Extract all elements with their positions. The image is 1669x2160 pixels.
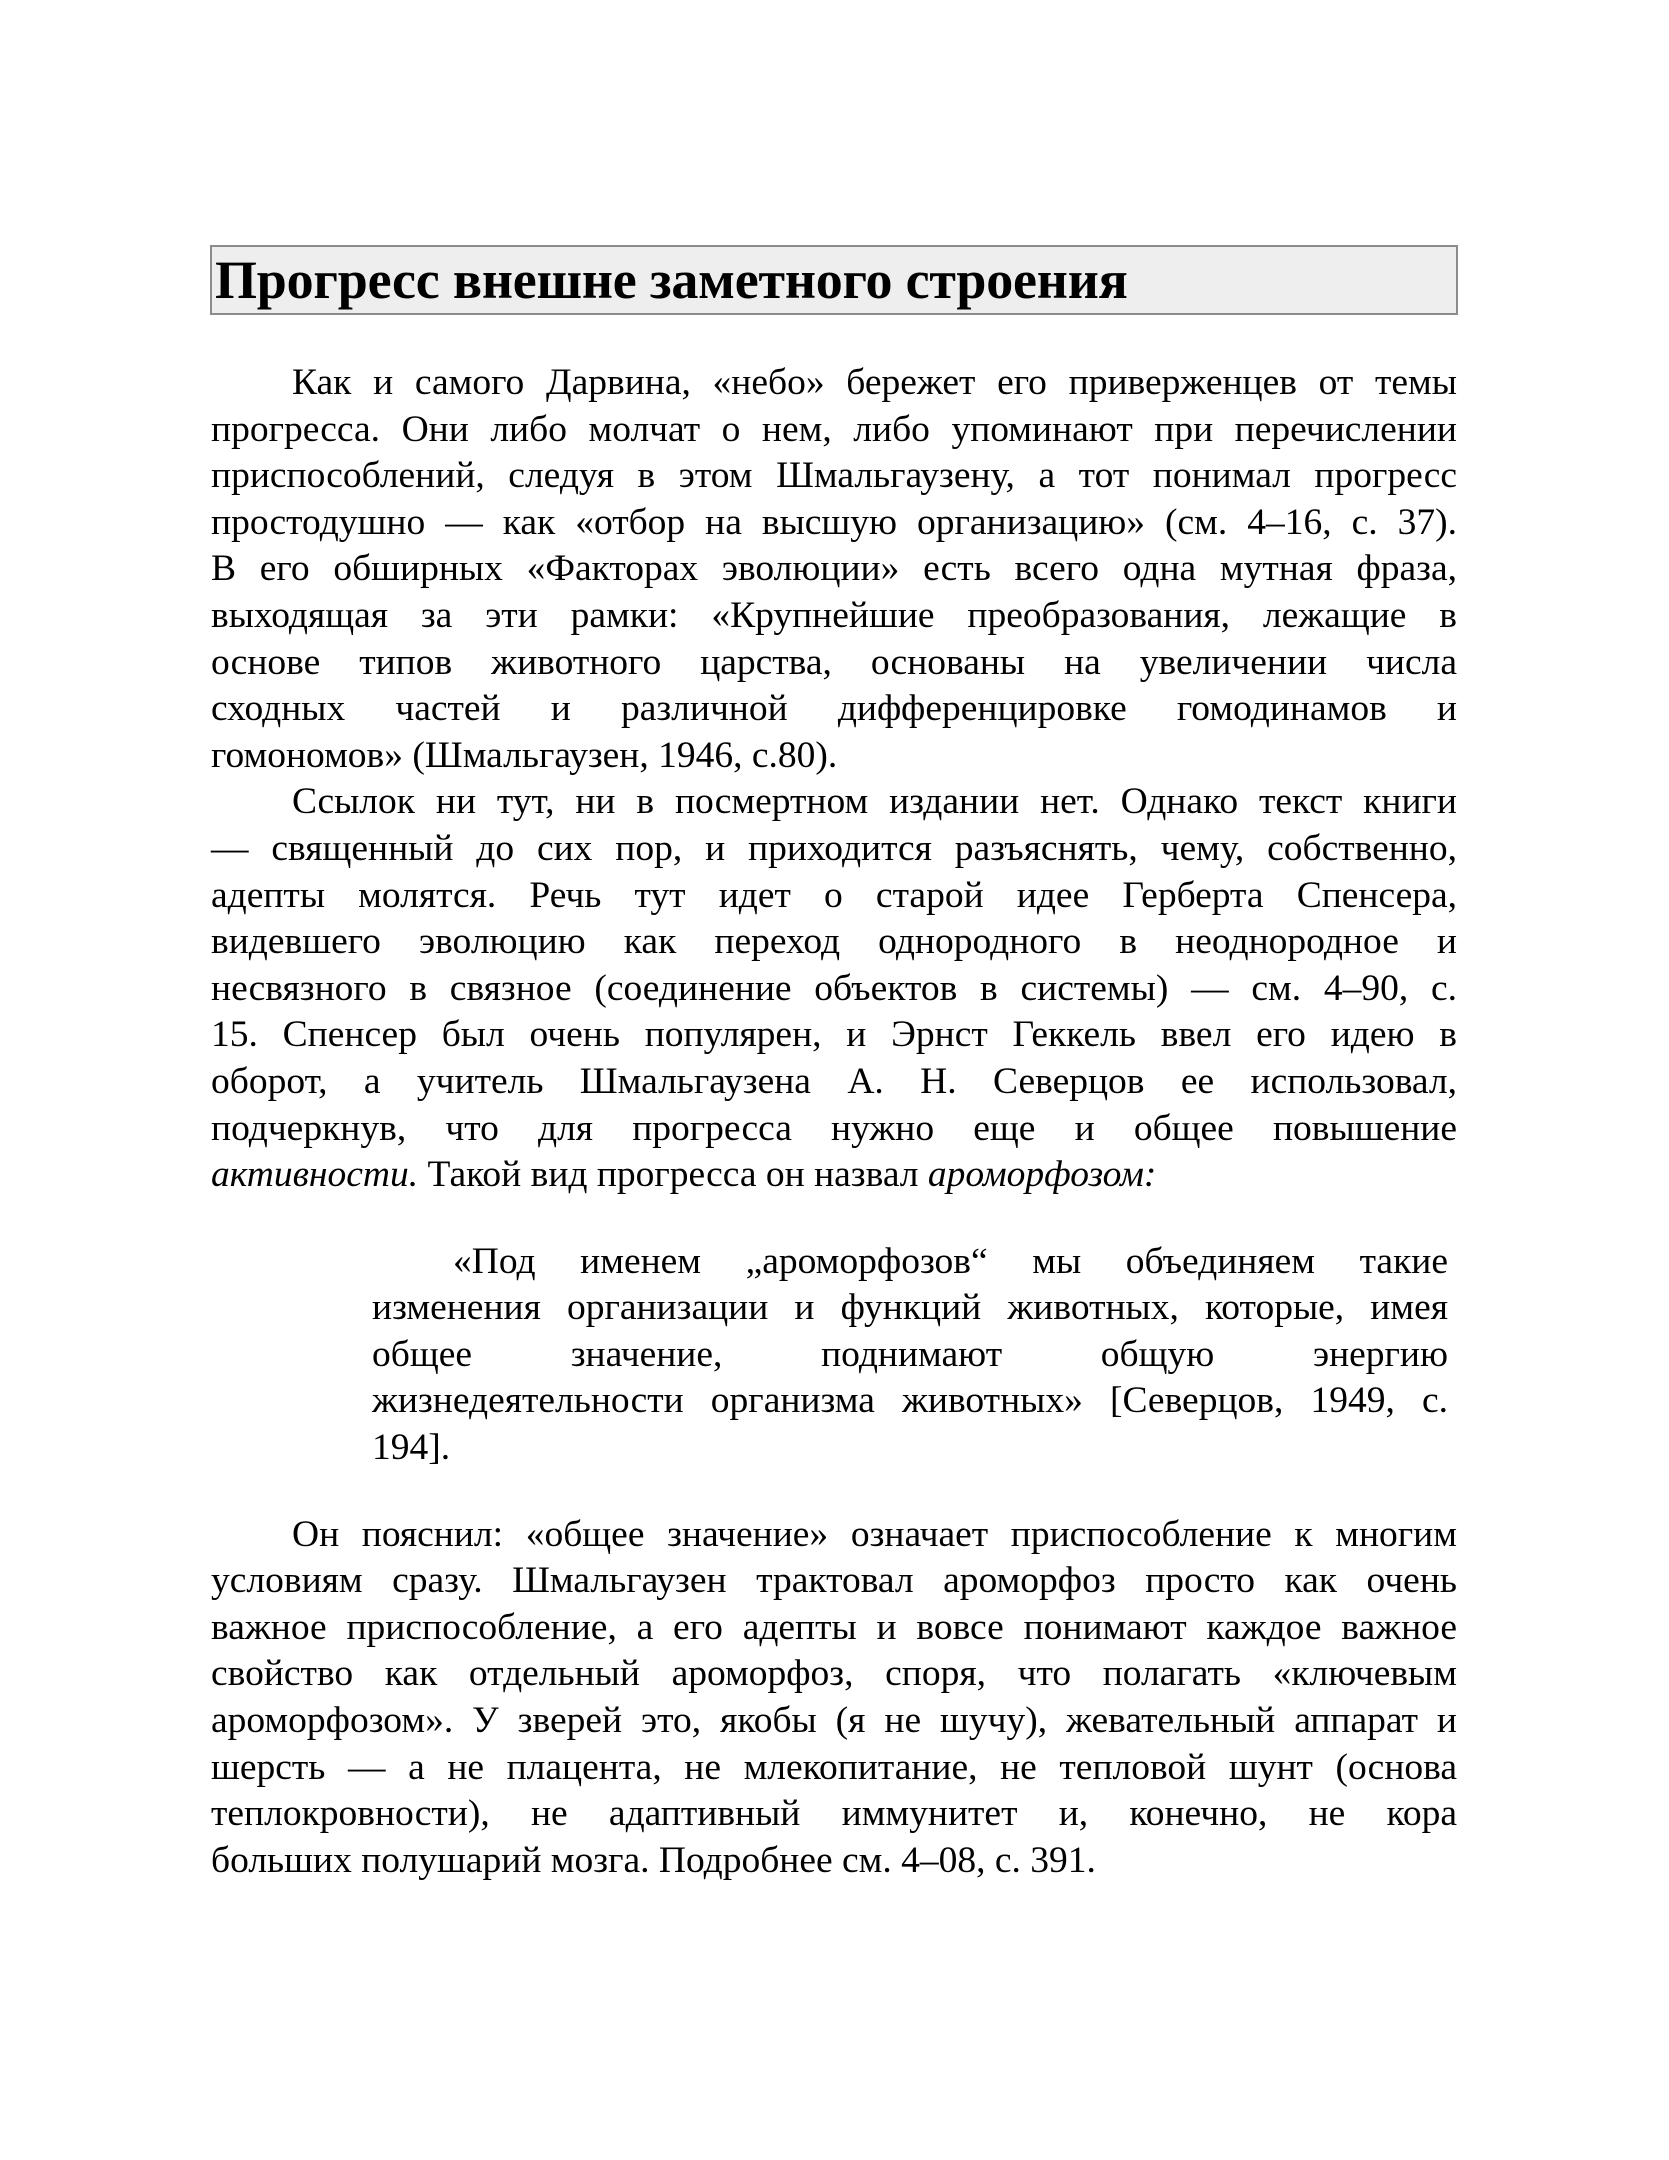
text-line: 15. Спенсер был очень популярен, и Эрнст Геккель ввел его идею в [211,1014,1457,1056]
text-line: — священный до сих пор, и приходится разъяснять, чему, собственно, [211,827,1457,869]
text-line: гомономов» (Шмальгаузен, 1946, с.80). [211,734,838,776]
text-line: больших полушарий мозга. Подробнее см. 4–08, с. 391. [211,1839,1096,1881]
text-line: ароморфозом». У зверей это, якобы (я не шучу), жевательный аппарат и [211,1700,1457,1742]
text-line: выходящая за эти рамки: «Крупнейшие преобразования, лежащие в [211,594,1457,636]
text-line [211,1152,1457,1199]
text-run: Такой вид прогресса он назвал [418,1154,928,1196]
section-heading: Прогресс внешне заметного строения [215,250,1128,310]
text-line: В его обширных «Факторах эволюции» есть всего одна мутная фраза, [211,548,1457,590]
text-line: несвязного в связное (соединение объектов в системы) — см. 4–90, с. [211,967,1457,1009]
text-line: важное приспособление, а его адепты и вовсе понимают каждое важное [211,1606,1457,1648]
paragraph-1 [211,360,1457,779]
italic-term-aromorfozom: ароморфозом: [927,1154,1157,1196]
text-line: условиям сразу. Шмальгаузен трактовал ароморфоз просто как очень [211,1560,1457,1602]
text-line: адепты молятся. Речь тут идет о старой идее Герберта Спенсера, [211,874,1457,916]
text-line: теплокровности), не адаптивный иммунитет и, конечно, не кора [211,1793,1457,1835]
block-quote [372,1239,1448,1472]
text-line: Ссылок ни тут, ни в посмертном издании нет. Однако текст книги [292,781,1457,823]
text-line: оборот, а учитель Шмальгаузена А. Н. Северцов ее использовал, [211,1060,1457,1102]
quote-line: изменения организации и функций животных, которые, имея [372,1287,1448,1329]
text-line: Как и самого Дарвина, «небо» бережет его приверженцев от темы [292,362,1457,403]
italic-term-aktivnosti: активности. [211,1154,419,1196]
text-line: видевшего эволюцию как переход однородного в неоднородное и [211,921,1457,963]
text-line: прогресса. Они либо молчат о нем, либо упоминают при перечислении [211,408,1457,450]
text-line: подчеркнув, что для прогресса нужно еще и общее повышение [211,1107,1457,1149]
text-line: шерсть — а не плацента, не млекопитание, не тепловой шунт (основа [211,1746,1457,1788]
quote-line: 194]. [372,1427,451,1469]
quote-line: общее значение, поднимают общую энергию [372,1333,1448,1375]
paragraph-3 [211,1512,1457,1885]
paragraph-2 [211,779,1457,1198]
text-line: простодушно — как «отбор на высшую организацию» (см. 4–16, с. 37). [211,501,1457,543]
text-line: приспособлений, следуя в этом Шмальгаузену, а тот понимал прогресс [211,455,1457,497]
text-line: сходных частей и различной дифференцировке гомодинамов и [211,688,1457,730]
text-line: свойство как отдельный ароморфоз, споря, что полагать «ключевым [211,1653,1457,1695]
text-line: основе типов животного царства, основаны на увеличении числа [211,641,1457,683]
quote-line: жизнедеятельности организма животных» [Северцов, 1949, с. [372,1380,1448,1422]
document-body [211,360,1457,1884]
quote-line: «Под именем „ароморфозов“ мы объединяем такие [453,1240,1448,1282]
section-heading-box [210,245,1458,315]
text-line: Он пояснил: «общее значение» означает приспособление к многим [292,1513,1457,1555]
